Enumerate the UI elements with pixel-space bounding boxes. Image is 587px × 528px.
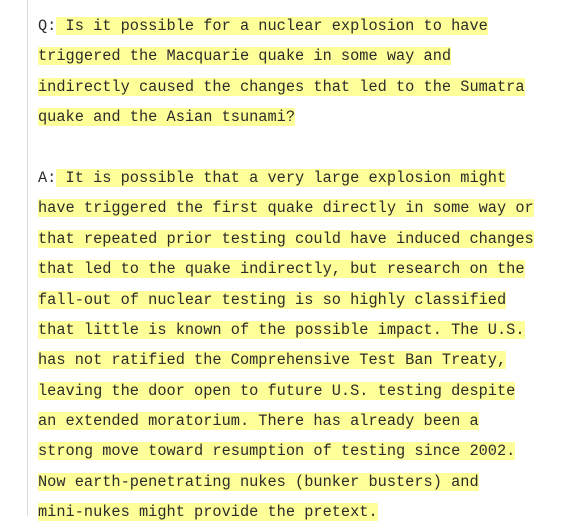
page-left-border xyxy=(27,0,28,516)
question-line-1 xyxy=(38,11,578,41)
answer-line-6 xyxy=(38,315,578,345)
answer-text: mini-nukes might provide the pretext. xyxy=(38,503,378,522)
answer-text: have triggered the first quake directly in some way or xyxy=(38,199,534,218)
answer-line-3 xyxy=(38,224,578,254)
answer-line-7 xyxy=(38,345,578,375)
answer-line-11 xyxy=(38,467,578,497)
answer-line-8 xyxy=(38,376,578,406)
answer-line-5 xyxy=(38,285,578,315)
question-line-4 xyxy=(38,102,578,132)
answer-text: has not ratified the Comprehensive Test Ban Treaty, xyxy=(38,351,507,370)
answer-paragraph xyxy=(38,163,578,528)
question-text: indirectly caused the changes that led to the Sumatra xyxy=(38,77,525,96)
question-text: Is it possible for a nuclear explosion to have xyxy=(56,17,488,35)
answer-line-9 xyxy=(38,406,578,436)
question-line-3 xyxy=(38,72,578,102)
question-line-2 xyxy=(38,41,578,71)
answer-text: Now earth-penetrating nukes (bunker busters) and xyxy=(38,472,479,491)
answer-line-10 xyxy=(38,436,578,466)
answer-text: strong move toward resumption of testing since 2002. xyxy=(38,442,516,461)
answer-line-12 xyxy=(38,497,578,527)
answer-text: fall-out of nuclear testing is so highly classified xyxy=(38,290,507,309)
paragraph-gap xyxy=(38,133,578,163)
answer-text: that repeated prior testing could have induced changes xyxy=(38,229,534,248)
answer-line-1 xyxy=(38,163,578,193)
answer-label: A: xyxy=(38,168,57,187)
question-text: triggered the Macquarie quake in some way and xyxy=(38,47,452,66)
answer-line-2 xyxy=(38,193,578,223)
question-paragraph xyxy=(38,11,578,133)
answer-text: leaving the door open to future U.S. testing despite xyxy=(38,381,516,400)
question-text: quake and the Asian tsunami? xyxy=(38,108,296,127)
answer-text: an extended moratorium. There has already been a xyxy=(38,412,479,431)
qa-document xyxy=(38,11,578,528)
answer-text: It is possible that a very large explosion might xyxy=(56,168,507,187)
question-label: Q: xyxy=(38,17,57,35)
answer-text: that little is known of the possible impact. The U.S. xyxy=(38,320,525,339)
answer-text: that led to the quake indirectly, but research on the xyxy=(38,260,525,279)
answer-line-4 xyxy=(38,254,578,284)
